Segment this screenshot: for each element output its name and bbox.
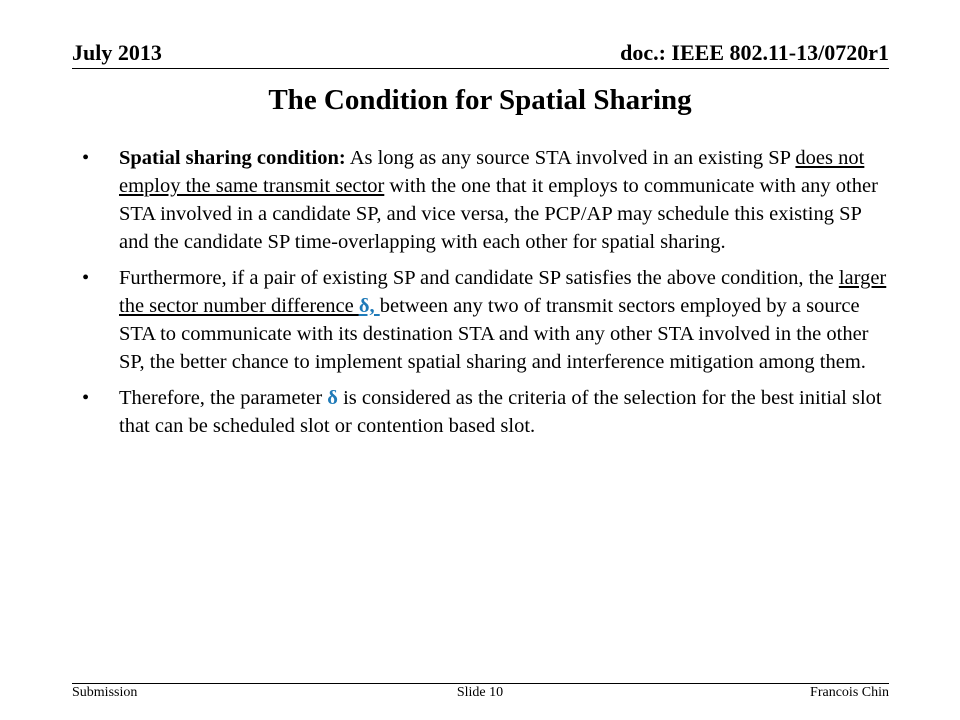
bullet-text	[119, 144, 894, 256]
slide-body	[82, 144, 894, 448]
bullet-item	[82, 384, 894, 440]
bullet-item	[82, 264, 894, 376]
bullet-text-part: Furthermore, if a pair of existing SP and candidate SP satisfies the above condition, the	[119, 267, 839, 289]
header-date: July 2013	[72, 40, 162, 65]
bullet-text-part: Therefore, the parameter	[119, 387, 328, 409]
bullet-text-part: As long as any source STA involved in an existing SP	[345, 147, 796, 169]
footer-divider	[72, 683, 889, 684]
bullet-text-part: between any two of transmit sectors employed by a source STA to communicate with its destination STA and with any other STA involved in the other SP, the better chance to implement spatial sharing and interference mitigation among them.	[119, 295, 869, 373]
delta-symbol: δ	[327, 387, 338, 409]
bullet-text-part: is considered as the criteria of the selection for the best initial slot that can be scheduled slot or contention based slot.	[119, 387, 882, 437]
footer-submission: Submission	[72, 685, 138, 700]
footer-author: Francois Chin	[810, 685, 889, 700]
footer-slide-number: Slide 10	[456, 685, 504, 700]
bullet-item	[82, 144, 894, 256]
bullet-icon: •	[82, 267, 90, 289]
bullet-text	[119, 384, 894, 440]
header-doc-id: doc.: IEEE 802.11-13/0720r1	[620, 40, 889, 65]
header-divider	[72, 68, 889, 69]
bullet-text-part: with the one that it employs to communicate with any other STA involved in a candidate SP, and vice versa, the PCP/AP may schedule this existing SP and the candidate SP time-overlapping with each other for spatial sharing.	[119, 175, 878, 253]
bullet-text	[119, 264, 894, 376]
slide-title: The Condition for Spatial Sharing	[268, 84, 692, 116]
bullet-lead: Spatial sharing condition:	[119, 147, 346, 169]
bullet-icon: •	[82, 387, 90, 409]
bullet-underline: does not employ the same transmit sector	[119, 147, 865, 197]
bullet-underline: larger the sector number difference	[119, 267, 887, 317]
bullet-icon: •	[82, 147, 90, 169]
delta-symbol: δ,	[358, 295, 380, 317]
